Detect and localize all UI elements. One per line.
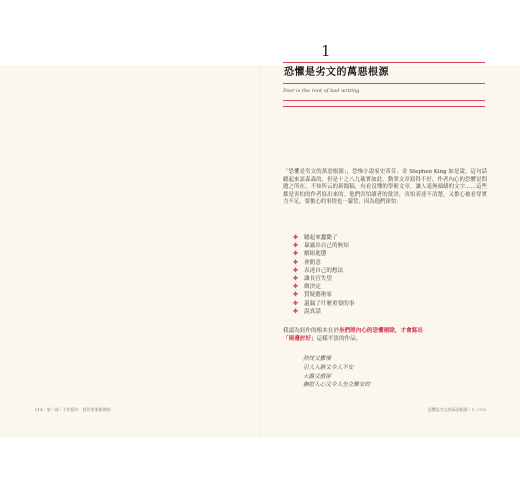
footer-right: 恐懼是劣文的萬惡根源｜1｜015 xyxy=(427,407,486,412)
chapter-title: 恐懼是劣文的萬惡根源 xyxy=(284,67,389,78)
list-item: ✚ 說真話 xyxy=(293,307,321,315)
list-item: ✚ 做決定 xyxy=(293,283,321,291)
footer-left: 014｜第二部｜不怕寫作 寫作要重新開始 xyxy=(35,407,111,412)
list-item: ✚ 暴露出自己的無知 xyxy=(293,242,349,250)
list-item: ✚ 劇組進懲 xyxy=(293,250,327,258)
cross-bullet-icon: ✚ xyxy=(293,258,299,266)
list-item: ✚ 還漏了什麼重要的事 xyxy=(293,299,355,307)
chapter-header xyxy=(283,44,485,107)
emphasis-text: 「兩邊討好」 xyxy=(283,335,317,342)
emphasis-text: 坐們將內心的恐懼剔除，才會寫出 xyxy=(338,328,423,334)
poem-line: 大膽又傲卻 xyxy=(303,373,331,380)
list-item: ✚ 讓長官失望 xyxy=(293,274,332,282)
book-gutter xyxy=(259,65,261,437)
fear-list xyxy=(293,234,463,316)
intro-paragraph: 「恐懼是劣文的萬惡根源」，恐怖小說家史蒂芬．金 Stephen King 如是說。這句話聽起來語森森的，但是十之八九確實如此。動筆文章寫得不好，作者內心的恐懼是問題之所在。不知所云的新聞稿，有看沒懂的學術文章，讓人毫無頭緒的文字……這些都是害怕的作者寫出來的。他們害怕讀者的批評，害怕表達不清楚，又擔心被看穿實力不足，要擔心的事情也一籮筐，因為他們深怕： xyxy=(283,169,487,206)
chapter-epigraph: Fear is the root of bad writing xyxy=(283,88,360,94)
cross-bullet-icon: ✚ xyxy=(293,283,299,291)
list-item: ✚ 會錯意 xyxy=(293,258,321,266)
poem-line: 引人入勝又令人不安 xyxy=(303,364,354,371)
cross-bullet-icon: ✚ xyxy=(293,307,299,315)
cross-bullet-icon: ✚ xyxy=(293,234,299,241)
divider xyxy=(283,62,485,63)
divider xyxy=(283,100,485,101)
highlight-paragraph: 我認為寫作的根本在於坐們將內心的恐懼剔除，才會寫出 「兩邊討好」這樣平淡的作品。 xyxy=(283,328,423,342)
cross-bullet-icon: ✚ xyxy=(293,291,299,299)
poem-line: 撫慰人心又令人坐立難安的 xyxy=(303,382,371,389)
cross-bullet-icon: ✚ xyxy=(293,274,299,282)
divider xyxy=(283,83,485,84)
cross-bullet-icon: ✚ xyxy=(293,299,299,307)
list-item: ✚ 聽起來蠢斃了 xyxy=(293,234,338,241)
chapter-number: 1 xyxy=(321,42,331,60)
list-item: ✚ 表達自己的想法 xyxy=(293,266,344,274)
cross-bullet-icon: ✚ xyxy=(293,242,299,250)
cross-bullet-icon: ✚ xyxy=(293,266,299,274)
list-item: ✚ 質疑藝術家 xyxy=(293,291,332,299)
cross-bullet-icon: ✚ xyxy=(293,250,299,258)
divider xyxy=(283,106,485,107)
poem-line: 熱忱又鬱懷 xyxy=(303,356,331,362)
poem-block xyxy=(303,355,443,390)
